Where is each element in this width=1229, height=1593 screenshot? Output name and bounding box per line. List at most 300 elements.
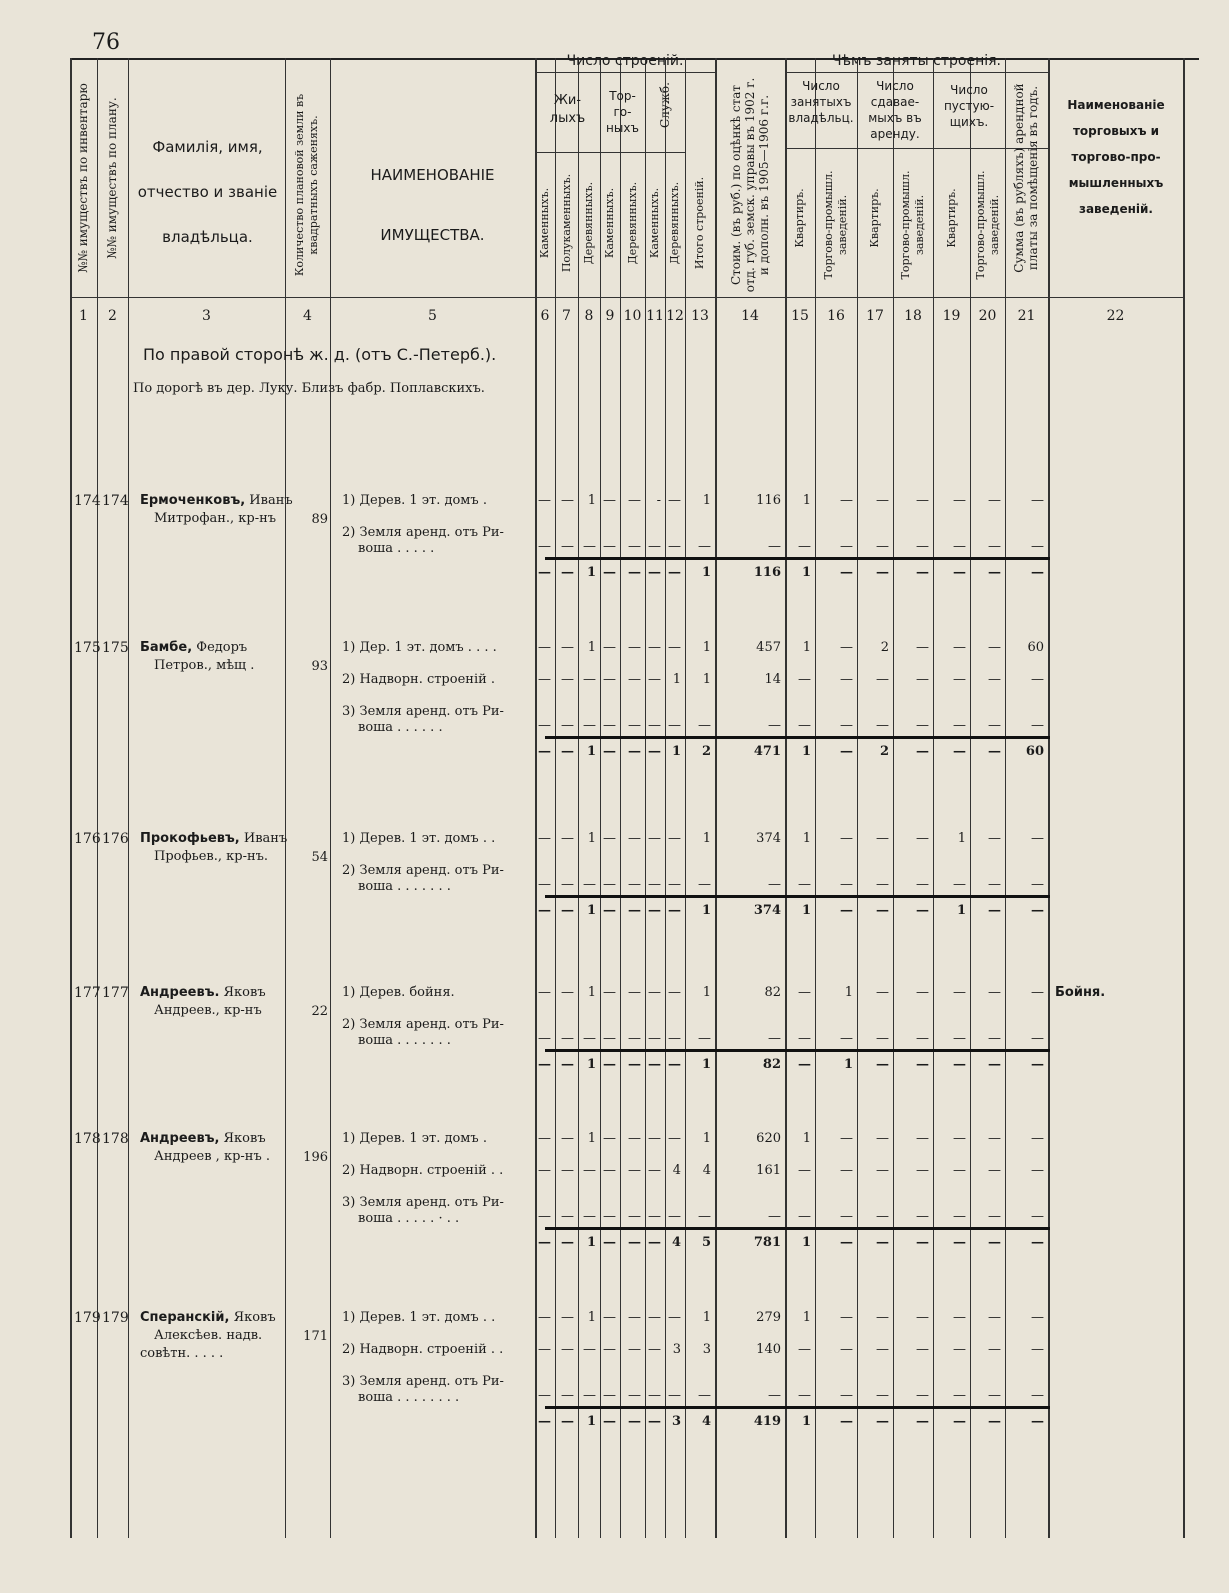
land-row-dash: — [583,1031,596,1046]
header-c15-line: Квартиръ. [793,188,806,248]
cell-value: — [876,672,889,687]
header-c6-line: Каменныхъ. [538,187,551,259]
total-value: 82 [762,1057,781,1072]
total-value: 2 [879,744,889,759]
land-row-dash: — [798,539,811,554]
cell-value: — [876,493,889,508]
cell-value: — [916,1163,929,1178]
cell-value: — [1031,1310,1044,1325]
total-value: 471 [753,744,781,759]
header-c18 [899,155,927,295]
land-row-dash: — [668,539,681,554]
cell-value: — [840,1131,853,1146]
total-value: 1 [956,903,966,918]
total-value: 374 [753,903,781,918]
inventory-no: 178 [74,1131,101,1147]
land-row-dash: — [603,539,616,554]
land-row-dash: — [583,1388,596,1403]
cell-value: — [628,1310,641,1325]
land-row-dash: — [798,718,811,733]
cell-value: — [988,672,1001,687]
column-number: 7 [562,308,571,324]
land-row-dash: — [768,1209,781,1224]
land-row-dash: — [698,1388,711,1403]
header-c9-line: Каменныхъ. [603,187,616,259]
total-rule [545,1406,1050,1409]
plan-no: 174 [102,493,129,509]
column-rule [1048,58,1050,1538]
cell-value: — [876,1163,889,1178]
header-rule [535,152,685,153]
owner-name [140,639,254,675]
total-value: — [953,744,966,759]
total-value: — [648,565,661,580]
cell-value: 457 [756,640,781,655]
column-number: 10 [623,308,642,324]
column-rule [330,58,331,1538]
cell-value: — [538,1342,551,1357]
header-owner [135,125,280,260]
cell-value: 116 [756,493,781,508]
cell-value: 1 [587,831,596,846]
total-value: — [538,565,551,580]
cell-value: — [668,1310,681,1325]
header-owner-occupied-line: занятыхъ [790,95,852,109]
cell-value: — [583,1163,596,1178]
land-row-dash: — [840,1209,853,1224]
column-number: 17 [866,308,884,324]
cell-value: — [1031,1163,1044,1178]
cell-value: — [538,1310,551,1325]
land-row-dash: — [628,1031,641,1046]
cell-value: — [953,640,966,655]
page-number: 76 [92,30,120,55]
header-c7 [560,158,574,288]
cell-value: 1 [702,672,711,687]
header-trade-line: ныхъ [606,121,639,135]
header-c19 [945,148,959,288]
land-row-dash: — [798,1388,811,1403]
cell-value: — [538,1163,551,1178]
header-establishments-line: мышленныхъ [1068,176,1164,190]
cell-value: — [1031,1131,1044,1146]
owner-given: Федоръ [192,640,248,655]
land-row-dash: — [648,539,661,554]
column-number: 4 [303,308,312,324]
total-value: — [988,744,1001,759]
cell-value: — [583,1342,596,1357]
land-row-dash: — [583,718,596,733]
cell-value: — [988,1163,1001,1178]
land-area: 171 [303,1329,328,1344]
property-item: 2) Земля аренд. отъ Ри- [342,863,504,878]
header-c20-line: Торгово-промышл. [973,170,987,280]
cell-value: 1 [702,831,711,846]
header-c13 [693,158,707,288]
owner-surname: Прокофьевъ, [140,831,240,846]
total-value: — [876,565,889,580]
land-row-dash: — [668,1388,681,1403]
cell-value: — [648,985,661,1000]
column-number: 13 [691,308,709,324]
cell-value: — [916,640,929,655]
cell-value: — [916,985,929,1000]
cell-value: — [798,1342,811,1357]
cell-value: — [1031,1342,1044,1357]
cell-value: — [953,985,966,1000]
header-c11-line: Каменныхъ. [648,187,661,259]
header-c17-line: Квартиръ. [868,188,881,248]
column-number: 20 [978,308,997,324]
land-row-dash: — [840,1031,853,1046]
property-item: воша . . . . . . . . [358,1390,460,1405]
column-number: 9 [605,308,615,324]
cell-value: — [798,985,811,1000]
total-value: 1 [586,903,596,918]
header-rented-line: сдавае- [870,95,920,109]
cell-value: — [561,493,574,508]
cell-value: — [603,1342,616,1357]
land-row-dash: — [876,1388,889,1403]
land-row-dash: — [1031,877,1044,892]
cell-value: — [648,1310,661,1325]
header-owner-line: Фамилія, имя, [152,138,263,156]
cell-value: — [561,1310,574,1325]
total-rule [545,557,1050,560]
property-item: 2) Земля аренд. отъ Ри- [342,525,504,540]
land-row-dash: — [538,877,551,892]
cell-value: — [648,1342,661,1357]
cell-value: — [916,1131,929,1146]
cell-value: — [628,831,641,846]
inventory-no: 176 [74,831,101,847]
header-vacant-line: пустую- [943,99,995,113]
land-row-dash: — [698,539,711,554]
property-item: 1) Дер. 1 эт. домъ . . . . [342,640,497,655]
land-row-dash: — [561,877,574,892]
land-row-dash: — [603,1031,616,1046]
total-value: 1 [671,744,681,759]
total-value: 419 [753,1414,781,1429]
column-rule [285,58,286,1538]
cell-value: — [840,640,853,655]
header-residential-line: Жи- [553,93,582,108]
total-value: — [840,1414,853,1429]
total-value: — [916,744,929,759]
header-buildings-group-line: Число строеній. [566,53,684,69]
total-value: — [840,744,853,759]
land-row-dash: — [798,877,811,892]
header-value [729,60,771,310]
header-c19-line: Квартиръ. [944,188,958,248]
header-trade-line: го- [613,105,632,119]
owner-line2: Митрофан., кр-нъ [154,511,277,526]
total-value: — [840,903,853,918]
total-value: — [628,1414,641,1429]
total-value: — [538,1057,551,1072]
land-row-dash: — [583,539,596,554]
column-number: 6 [540,308,550,324]
cell-value: — [988,493,1001,508]
total-value: — [668,1057,681,1072]
land-row-dash: — [668,1031,681,1046]
cell-value: 1 [844,985,853,1000]
owner-surname: Ермоченковъ, [140,493,246,508]
total-value: — [1031,1414,1044,1429]
total-value: — [916,903,929,918]
land-row-dash: — [876,539,889,554]
owner-surname: Бамбе, [140,640,193,655]
land-row-dash: — [668,877,681,892]
property-item: 1) Дерев. 1 эт. домъ . . [342,1310,496,1325]
land-row-dash: — [953,1388,966,1403]
owner-given: Иванъ [245,493,293,508]
owner-given: Яковъ [219,1131,266,1146]
header-rule [785,148,1048,149]
header-land-area [293,70,321,300]
header-c9 [603,158,617,288]
header-trade [600,88,645,136]
total-value: — [561,744,574,759]
total-value: 116 [753,565,781,580]
land-row-dash: — [668,1209,681,1224]
cell-value: 1 [702,985,711,1000]
total-value: — [561,903,574,918]
column-number: 11 [646,308,664,324]
total-value: — [603,903,616,918]
header-buildings-group [535,52,715,70]
cell-value: 1 [802,831,811,846]
land-area: 196 [303,1150,328,1165]
column-number: 8 [584,308,594,324]
land-row-dash: — [603,1388,616,1403]
column-number: 22 [1106,308,1125,324]
total-value: — [603,1414,616,1429]
total-rule [545,895,1050,898]
cell-value: — [840,1342,853,1357]
owner-given: Яковъ [219,985,266,1000]
cell-value: — [988,640,1001,655]
total-value: 1 [843,1057,853,1072]
header-inventory-no-line: №№ имуществъ по инвентарю [76,83,90,273]
owner-surname: Андреевъ, [140,1131,220,1146]
header-land-area-line: Количество плановой земли въ [293,93,306,277]
total-value: — [561,1057,574,1072]
owner-line2: Андреев , кр-нъ . [154,1149,270,1164]
header-rent-sum-line: платы за помѣщенія въ годъ. [1026,85,1040,271]
header-property [335,145,530,265]
header-c17 [868,148,882,288]
cell-value: — [628,1163,641,1178]
cell-value: — [840,672,853,687]
cell-value: 1 [702,493,711,508]
header-owner-line: отчество и званіе [137,183,278,201]
cell-value: 4 [672,1163,681,1178]
cell-value: 2 [880,640,889,655]
total-value: — [561,1414,574,1429]
land-row-dash: — [953,1031,966,1046]
cell-value: 4 [702,1163,711,1178]
land-row-dash: — [988,877,1001,892]
cell-value: — [988,1131,1001,1146]
cell-value: 1 [702,1131,711,1146]
header-rule [785,72,1048,73]
owner-line2: Андреев., кр-нъ [154,1003,262,1018]
header-vacant [933,82,1005,130]
owner-name [140,984,266,1020]
total-value: — [988,1235,1001,1250]
land-row-dash: — [648,1388,661,1403]
cell-value: — [953,1342,966,1357]
cell-value: — [561,831,574,846]
cell-value: 1 [587,1310,596,1325]
column-number: 16 [827,308,845,324]
total-value: — [648,903,661,918]
cell-value: — [953,672,966,687]
cell-value: — [916,1310,929,1325]
land-row-dash: — [1031,718,1044,733]
land-row-dash: — [603,1209,616,1224]
total-value: 4 [671,1235,681,1250]
cell-value: 1 [802,493,811,508]
column-number: 3 [202,308,211,324]
total-value: — [628,903,641,918]
header-rented-line: Число [876,79,914,93]
cell-value: — [583,672,596,687]
property-item: 3) Земля аренд. отъ Ри- [342,704,504,719]
cell-value: — [561,1163,574,1178]
total-value: — [953,1057,966,1072]
column-number: 15 [791,308,809,324]
total-value: — [916,1414,929,1429]
header-service [658,70,672,140]
header-vacant-line: щихъ. [949,115,989,129]
total-value: — [561,1235,574,1250]
header-c10-line: Деревянныхъ. [625,181,639,265]
header-trade-line: Тор- [609,89,636,103]
land-row-dash: — [538,1388,551,1403]
property-item: 2) Надворн. строеній . [342,672,496,687]
cell-value: — [603,640,616,655]
section-subtitle: По дорогѣ въ дер. Луку. Близъ фабр. Поплавскихъ. [133,381,485,396]
land-row-dash: — [768,718,781,733]
cell-value: — [603,1310,616,1325]
header-occupied-group [785,52,1048,70]
cell-value: 82 [764,985,781,1000]
cell-value: 1 [802,640,811,655]
cell-value: 1 [957,831,966,846]
cell-value: — [648,672,661,687]
owner-surname: Сперанскій, [140,1310,230,1325]
total-value: — [668,565,681,580]
cell-value: — [798,672,811,687]
property-item: 1) Дерев. бойня. [342,985,455,1000]
property-item: 3) Земля аренд. отъ Ри- [342,1195,504,1210]
total-value: — [538,903,551,918]
cell-value: — [988,1342,1001,1357]
land-row-dash: — [916,539,929,554]
total-value: — [1031,1235,1044,1250]
column-rule [70,58,72,1538]
total-value: — [603,1057,616,1072]
header-c7-line: Полукаменныхъ. [559,173,573,273]
land-area: 54 [311,850,328,865]
total-value: 60 [1025,744,1044,759]
total-value: — [876,903,889,918]
total-value: — [628,565,641,580]
plan-no: 176 [102,831,129,847]
plan-no: 175 [102,640,129,656]
header-c16 [822,155,850,295]
owner-name [140,1130,270,1166]
total-value: — [988,903,1001,918]
total-value: — [798,1057,811,1072]
total-value: 1 [586,1414,596,1429]
land-row-dash: — [953,877,966,892]
cell-value: — [876,1342,889,1357]
land-row-dash: — [916,718,929,733]
land-row-dash: — [583,877,596,892]
cell-value: — [668,831,681,846]
land-row-dash: — [988,1209,1001,1224]
property-item: воша . . . . . . . [358,1033,451,1048]
total-value: — [840,1235,853,1250]
cell-value: — [603,1163,616,1178]
total-value: — [561,565,574,580]
total-value: 1 [801,565,811,580]
header-c20 [974,155,1002,295]
total-value: — [916,1235,929,1250]
land-row-dash: — [698,877,711,892]
cell-value: 3 [672,1342,681,1357]
land-row-dash: — [561,1388,574,1403]
header-rented-line: мыхъ въ [868,111,922,125]
land-row-dash: — [698,718,711,733]
cell-value: 3 [702,1342,711,1357]
total-value: — [603,565,616,580]
cell-value: — [1031,672,1044,687]
header-rented [857,78,933,142]
header-c8-line: Деревянныхъ. [582,181,595,265]
cell-value: 1 [702,640,711,655]
total-value: — [840,565,853,580]
total-value: — [648,1414,661,1429]
land-row-dash: — [583,1209,596,1224]
total-value: 1 [801,903,811,918]
header-establishments-line: торгово-про- [1071,150,1161,164]
column-number: 19 [942,308,961,324]
cell-value: — [603,672,616,687]
cell-value: 140 [756,1342,781,1357]
cell-value: — [876,985,889,1000]
cell-value: — [916,1342,929,1357]
cell-value: — [953,1310,966,1325]
cell-value: 1 [672,672,681,687]
property-item: 2) Земля аренд. отъ Ри- [342,1017,504,1032]
total-value: 5 [701,1235,711,1250]
section-title: По правой сторонѣ ж. д. (отъ С.-Петерб.). [143,345,497,364]
header-c11 [648,158,662,288]
cell-value: — [798,1163,811,1178]
land-row-dash: — [768,1031,781,1046]
cell-value: - [656,493,661,508]
column-number: 12 [666,308,684,324]
property-item: 3) Земля аренд. отъ Ри- [342,1374,504,1389]
header-c18-line: заведеній. [913,194,926,256]
header-owner-line: владѣльца. [162,228,253,246]
land-row-dash: — [953,539,966,554]
total-value: 1 [586,565,596,580]
